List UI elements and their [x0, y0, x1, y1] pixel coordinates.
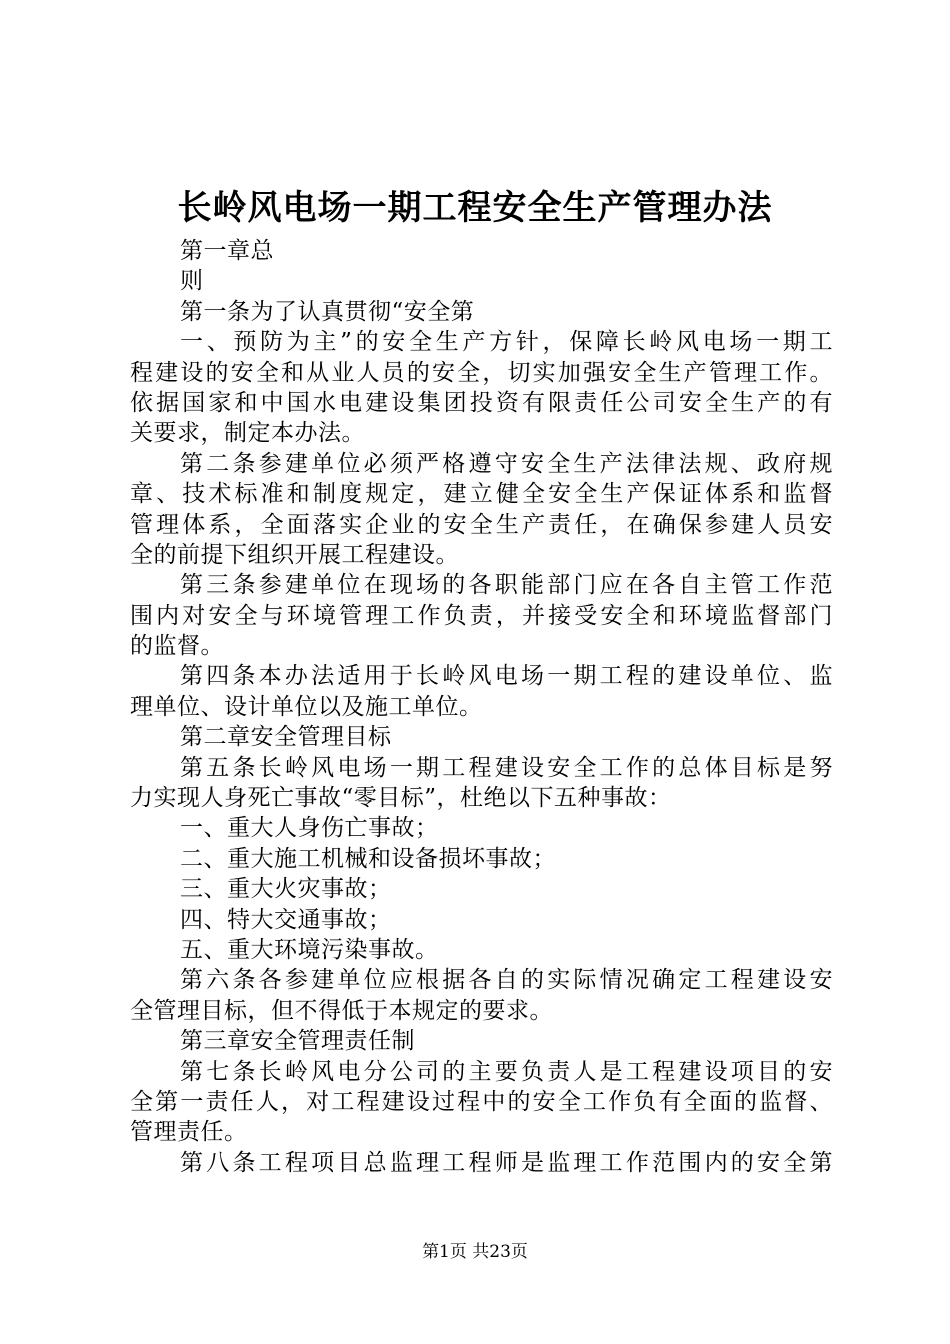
body-line: 第二条参建单位必须严格遵守安全生产法律法规、政府规	[180, 450, 833, 477]
body-line: 第三章安全管理责任制	[180, 1028, 415, 1055]
body-line: 管理责任。	[130, 1119, 248, 1146]
body-line: 一、预防为主”的安全生产方针，保障长岭风电场一期工	[180, 329, 833, 356]
body-line: 章、技术标准和制度规定，建立健全安全生产保证体系和监督	[130, 481, 833, 508]
body-line: 二、重大施工机械和设备损坏事故；	[180, 845, 556, 872]
body-line: 依据国家和中国水电建设集团投资有限责任公司安全生产的有	[130, 389, 833, 416]
document-body	[130, 236, 833, 1178]
page-number-footer: 第1页 共23页	[422, 1242, 528, 1262]
body-line: 第二章安全管理目标	[180, 724, 392, 751]
body-line: 四、特大交通事故；	[180, 906, 392, 933]
body-line: 第八条工程项目总监理工程师是监理工作范围内的安全第	[180, 1149, 833, 1176]
body-line: 力实现人身死亡事故“零目标”，杜绝以下五种事故：	[130, 785, 672, 812]
body-line: 全第一责任人，对工程建设过程中的安全工作负有全面的监督、	[130, 1088, 833, 1115]
body-line: 全管理目标，但不得低于本规定的要求。	[130, 997, 553, 1024]
body-line: 则	[180, 268, 204, 295]
body-line: 一、重大人身伤亡事故；	[180, 815, 439, 842]
body-line: 第一章总	[180, 238, 274, 264]
body-line: 第七条长岭风电分公司的主要负责人是工程建设项目的安	[180, 1058, 833, 1085]
body-line: 三、重大火灾事故；	[180, 876, 392, 903]
body-line: 理单位、设计单位以及施工单位。	[130, 693, 483, 720]
body-line: 五、重大环境污染事故。	[180, 936, 439, 963]
body-line: 第三条参建单位在现场的各职能部门应在各自主管工作范	[180, 572, 833, 599]
body-line: 第五条长岭风电场一期工程建设安全工作的总体目标是努	[180, 754, 833, 781]
document-title: 长岭风电场一期工程安全生产管理办法	[177, 188, 773, 228]
body-line: 第四条本办法适用于长岭风电场一期工程的建设单位、监	[180, 663, 833, 690]
body-line: 管理体系，全面落实企业的安全生产责任，在确保参建人员安	[130, 511, 833, 538]
body-line: 的监督。	[130, 633, 224, 660]
body-line: 第一条为了认真贯彻“安全第	[180, 298, 475, 325]
body-line: 关要求，制定本办法。	[130, 420, 365, 447]
body-line: 围内对安全与环境管理工作负责，并接受安全和环境监督部门	[130, 602, 833, 629]
body-line: 第六条各参建单位应根据各自的实际情况确定工程建设安	[180, 967, 833, 994]
body-line: 程建设的安全和从业人员的安全，切实加强安全生产管理工作。	[130, 359, 833, 386]
body-line: 全的前提下组织开展工程建设。	[130, 541, 459, 568]
